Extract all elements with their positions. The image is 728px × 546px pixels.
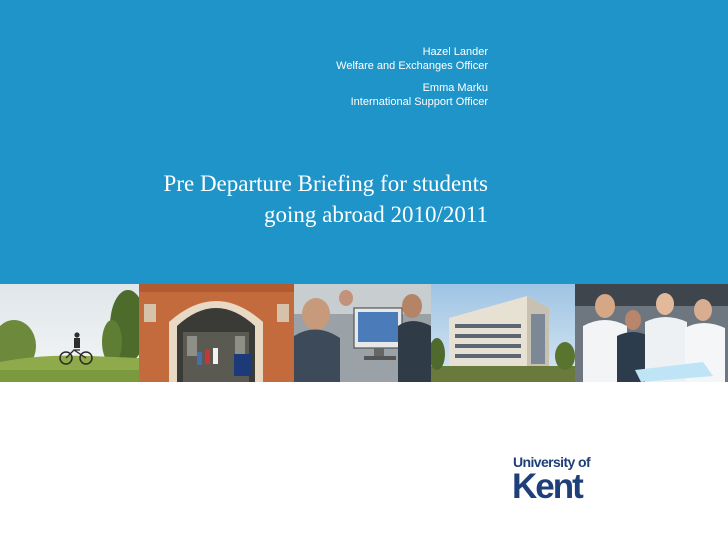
presenter-2-role: International Support Officer: [350, 96, 488, 108]
logo-line-2: Kent: [512, 467, 582, 506]
title-line-1: Pre Departure Briefing for students: [163, 171, 488, 196]
title-line-2: going abroad 2010/2011: [263, 202, 488, 227]
logo-line-1: University of: [513, 454, 590, 470]
cyclist-in-park-photo: [0, 284, 139, 382]
computer-lab-photo: [294, 284, 431, 382]
modern-building-photo: [431, 284, 575, 382]
slide-title: [8, 168, 488, 230]
presenters-block: [128, 45, 488, 109]
university-of-kent-logo: [510, 452, 610, 508]
presenter-1-name: Hazel Lander: [422, 46, 488, 58]
lab-students-photo: [575, 284, 728, 382]
presenter-1-role: Welfare and Exchanges Officer: [336, 60, 488, 72]
presenter-2-name: Emma Marku: [422, 82, 488, 94]
campus-archway-photo: [139, 284, 294, 382]
photo-strip: [0, 284, 728, 382]
